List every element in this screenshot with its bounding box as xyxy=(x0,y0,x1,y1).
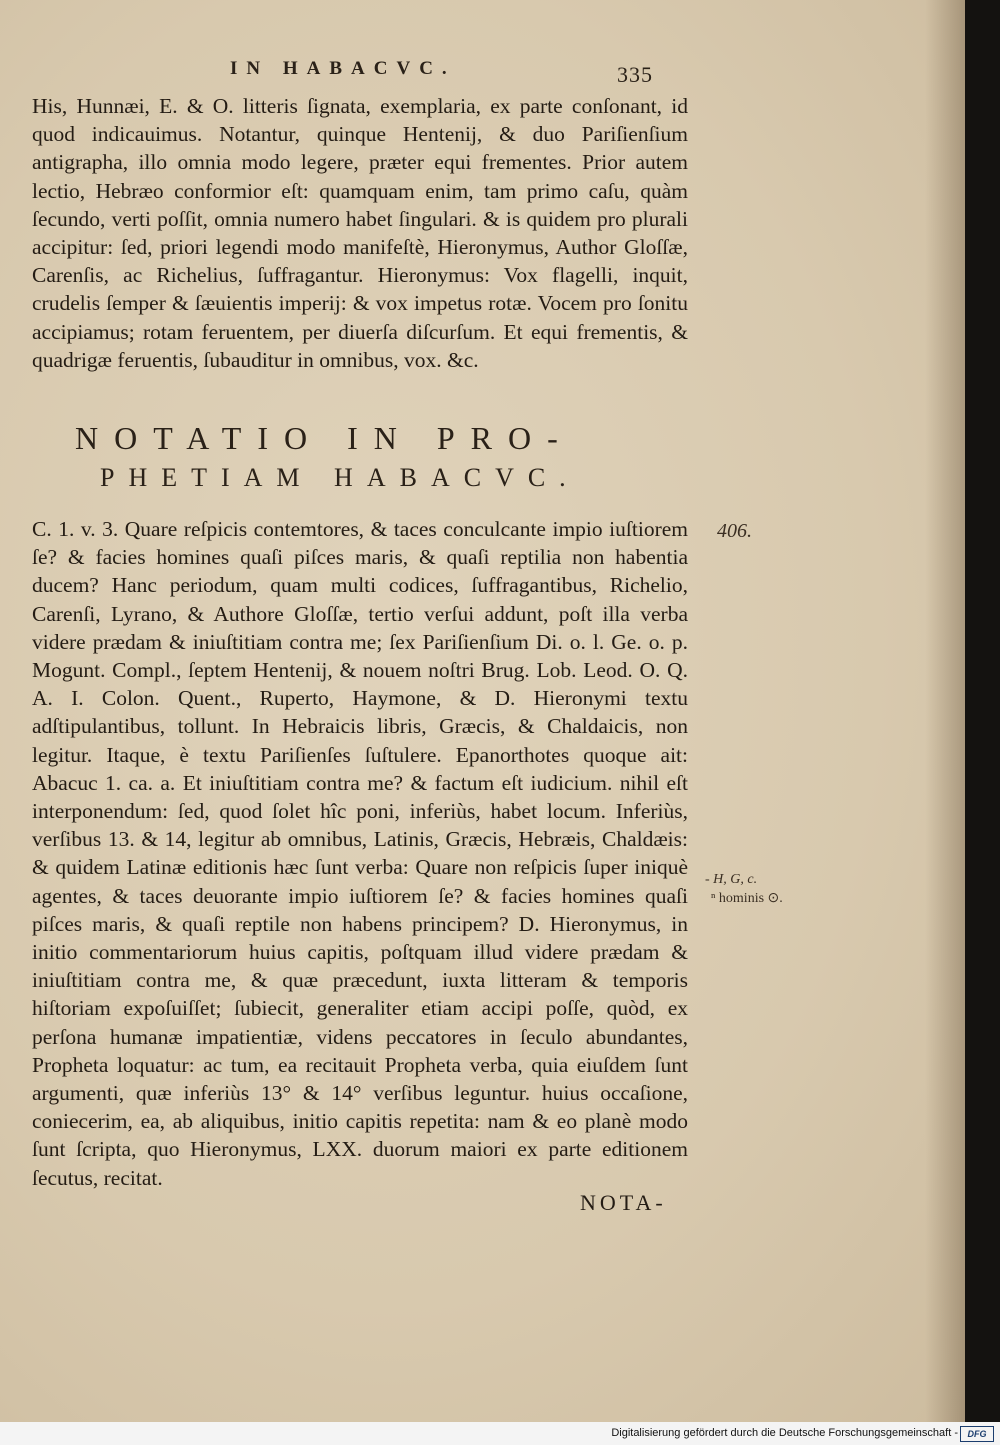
section-heading-line2: PHETIAM HABACVC. xyxy=(100,463,580,492)
dfg-logo-icon: DFG xyxy=(960,1426,994,1442)
page-number: 335 xyxy=(617,62,653,87)
footer-bar xyxy=(0,1422,1000,1445)
marginal-number: 406. xyxy=(717,520,752,542)
paragraph-notatio xyxy=(32,515,688,1192)
marginal-note-a: - H, G, c. xyxy=(705,872,758,887)
paragraph-text: His, Hunnæi, E. & O. litteris ſignata, exemplaria, ex parte conſonant, id quod indicauimus. Notantur, quinque Hentenij, & duo Pariſienſium antigrapha, illo omnia modo legere, præter equi frementes. Prior autem lectio, Hebræo conformior eſt: quamquam enim, tam primo caſu, quàm ſecundo, verti poſſit, omnia numero habet ſingulari. & is quidem pro plurali accipitur: ſed, priori legendi modo manifeſtè, Hieronymus, Author Gloſſæ, Carenſis, ac Richelius, ſuffragantur. Hieronymus: Vox flagelli, inquit, crudelis ſemper & ſæuientis imperij: & vox impetus rotæ. Vocem pro ſonitu accipiamus; rotam feruentem, per diuerſa diſcurſum. Et equi frementis, & quadrigæ feruentis, ſubauditur in omnibus, vox. &c. xyxy=(32,94,688,372)
footer-credit: Digitalisierung gefördert durch die Deutsche Forschungsgemeinschaft - xyxy=(611,1427,958,1439)
running-title: IN HABACVC. xyxy=(230,58,456,79)
paragraph-text: C. 1. v. 3. Quare reſpicis contemtores, & taces conculcante impio iuſtiorem ſe? & facies homines quaſi piſces maris, & quaſi reptilia non habentia ducem? Hanc periodum, quam multi codices, ſuffragantibus, Richelio, Carenſi, Lyrano, & Authore Gloſſæ, tertio verſui addunt, poſt illa verba videre prædam & iniuſtitiam contra me; ſex Pariſienſium Di. o. l. Ge. o. p. Mogunt. Compl., ſeptem Hentenij, & nouem noſtri Brug. Lob. Leod. O. Q. A. I. Colon. Quent., Ruperto, Haymone, & D. Hieronymi textu adſtipulantibus, tollunt. In Hebraicis libris, Græcis, & Chaldaicis, non legitur. Itaque, è textu Pariſienſes ſuſtulere. Epanorthotes quoque ait: Abacuc 1. ca. a. Et iniuſtitiam contra me? & factum eſt iudicium. nihil eſt interponendum: ſed, quod ſolet hîc poni, inferiùs, habet locum. Inferiùs, verſibus 13. & 14, legitur ab omnibus, Latinis, Græcis, Hebræis, Chaldæis: & quidem Latinæ editionis hæc ſunt verba: Quare non reſpicis ſuper iniquè agentes, & taces deuorante impio iuſtiorem ſe? & facies homines quaſi piſces maris, & quaſi reptile non habens principem? D. Hieronymus, in initio commentariorum huius capitis, poſtquam illud videre prædam & iniuſtitiam contra me, & quæ præcedunt, iuxta litteram & temporis hiſtoriam expoſuiſſet; ſubiecit, generaliter etiam accipi poſſe, quòd, ex perſona humanæ impatientiæ, videns peccatores in ſeculo abundantes, Propheta loquatur: ac tum, ea recitauit Propheta verba, quia eiuſdem ſunt argumenti, quæ inferiùs 13° & 14° verſibus leguntur. huius occaſione, coniecerim, ea, ab aliquibus, initio capitis repetita: nam & eo planè modo ſunt ſcripta, quo Hieronymus, LXX. duorum maiori ex parte editionem ſecutus, recitat. xyxy=(32,517,688,1190)
marginal-note-b: ⁿ hominis ⊙. xyxy=(711,891,783,906)
section-heading-line1: NOTATIO IN PRO- xyxy=(75,420,574,456)
catchword: NOTA- xyxy=(580,1190,667,1215)
paragraph-variant-readings xyxy=(32,92,688,374)
